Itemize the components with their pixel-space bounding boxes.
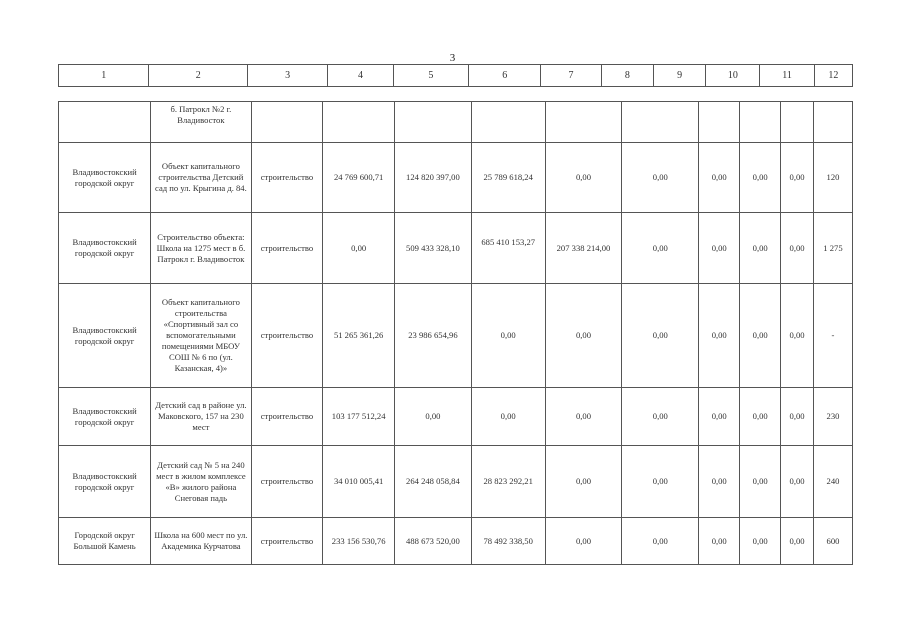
- value-cell: 230: [813, 388, 852, 446]
- value-cell: 23 986 654,96: [395, 284, 472, 388]
- table-row: [59, 284, 853, 388]
- value-cell: 240: [813, 446, 852, 518]
- value-cell: 0,00: [781, 284, 814, 388]
- value-cell: 0,00: [740, 446, 781, 518]
- value-cell: 0,00: [781, 143, 814, 213]
- value-cell: 0,00: [545, 446, 622, 518]
- region-cell: [59, 102, 151, 143]
- value-cell: 0,00: [699, 213, 740, 284]
- value-cell: [471, 102, 545, 143]
- object-name-cell: Школа на 600 мест по ул. Академика Курчатова: [151, 518, 251, 565]
- value-cell: 78 492 338,50: [471, 518, 545, 565]
- value-cell: 51 265 361,26: [323, 284, 395, 388]
- value-cell: 0,00: [545, 518, 622, 565]
- value-cell: 0,00: [699, 143, 740, 213]
- object-name-cell: Объект капитального строительства «Спортивный зал со вспомогательными помещениями МБОУ СОШ № 6 по (ул. Казанская, 4)»: [151, 284, 251, 388]
- value-cell: 34 010 005,41: [323, 446, 395, 518]
- object-name-cell: Детский сад в районе ул. Маковского, 157 на 230 мест: [151, 388, 251, 446]
- value-cell: 24 769 600,71: [323, 143, 395, 213]
- table-row: [59, 143, 853, 213]
- column-number: 3: [247, 65, 327, 87]
- value-cell: 0,00: [781, 518, 814, 565]
- object-name-cell: б. Патрокл №2 г. Владивосток: [151, 102, 251, 143]
- value-cell: 0,00: [781, 213, 814, 284]
- column-number-header: [58, 64, 853, 87]
- value-cell: [545, 102, 622, 143]
- value-cell: [323, 102, 395, 143]
- value-cell: 600: [813, 518, 852, 565]
- value-cell: 0,00: [699, 518, 740, 565]
- value-cell: 0,00: [471, 388, 545, 446]
- object-name-cell: Детский сад № 5 на 240 мест в жилом комплексе «В» жилого района Снеговая падь: [151, 446, 251, 518]
- column-number: 9: [653, 65, 705, 87]
- value-cell: 0,00: [545, 388, 622, 446]
- value-cell: 1 275: [813, 213, 852, 284]
- value-cell: 28 823 292,21: [471, 446, 545, 518]
- table-row: [59, 388, 853, 446]
- column-number: 8: [601, 65, 653, 87]
- value-cell: 120: [813, 143, 852, 213]
- column-number: 5: [393, 65, 468, 87]
- value-cell: 0,00: [781, 446, 814, 518]
- value-cell: [740, 102, 781, 143]
- value-cell: 0,00: [740, 213, 781, 284]
- region-cell: Владивостокский городской округ: [59, 213, 151, 284]
- region-cell: Владивостокский городской округ: [59, 284, 151, 388]
- region-cell: Владивостокский городской округ: [59, 388, 151, 446]
- value-cell: 0,00: [740, 284, 781, 388]
- region-cell: Владивостокский городской округ: [59, 446, 151, 518]
- work-type-cell: строительство: [251, 213, 323, 284]
- value-cell: 0,00: [622, 446, 699, 518]
- work-type-cell: [251, 102, 323, 143]
- column-number: 7: [541, 65, 601, 87]
- object-name-cell: Строительство объекта: Школа на 1275 мест в б. Патрокл г. Владивосток: [151, 213, 251, 284]
- column-number: 12: [814, 65, 852, 87]
- value-cell: 124 820 397,00: [395, 143, 472, 213]
- value-cell: 264 248 058,84: [395, 446, 472, 518]
- value-cell: -: [813, 284, 852, 388]
- value-cell: 207 338 214,00: [545, 213, 622, 284]
- value-cell: 0,00: [323, 213, 395, 284]
- value-cell: 0,00: [699, 446, 740, 518]
- work-type-cell: строительство: [251, 143, 323, 213]
- column-number: 4: [328, 65, 393, 87]
- region-cell: Городской округ Большой Камень: [59, 518, 151, 565]
- value-cell: 103 177 512,24: [323, 388, 395, 446]
- value-cell: 0,00: [545, 143, 622, 213]
- objects-table: [58, 101, 853, 565]
- value-cell: 0,00: [740, 518, 781, 565]
- column-number: 6: [469, 65, 541, 87]
- value-cell: 0,00: [740, 388, 781, 446]
- value-cell: [699, 102, 740, 143]
- value-cell: 0,00: [622, 143, 699, 213]
- value-cell: 0,00: [699, 284, 740, 388]
- value-cell: 685 410 153,27: [471, 213, 545, 284]
- work-type-cell: строительство: [251, 388, 323, 446]
- column-number: 2: [149, 65, 247, 87]
- value-cell: [395, 102, 472, 143]
- table-row: [59, 518, 853, 565]
- page-number: 3: [449, 52, 456, 64]
- value-cell: 509 433 328,10: [395, 213, 472, 284]
- work-type-cell: строительство: [251, 518, 323, 565]
- value-cell: [781, 102, 814, 143]
- value-cell: 0,00: [395, 388, 472, 446]
- value-cell: 488 673 520,00: [395, 518, 472, 565]
- column-number: 10: [706, 65, 760, 87]
- table-row: [59, 446, 853, 518]
- value-cell: 0,00: [781, 388, 814, 446]
- table-row: [59, 213, 853, 284]
- value-cell: 233 156 530,76: [323, 518, 395, 565]
- work-type-cell: строительство: [251, 446, 323, 518]
- value-cell: [622, 102, 699, 143]
- region-cell: Владивостокский городской округ: [59, 143, 151, 213]
- value-cell: 0,00: [699, 388, 740, 446]
- object-name-cell: Объект капитального строительства Детский сад по ул. Крыгина д. 84.: [151, 143, 251, 213]
- value-cell: 0,00: [545, 284, 622, 388]
- column-number: 1: [59, 65, 149, 87]
- table-row: [59, 102, 853, 143]
- value-cell: 0,00: [622, 284, 699, 388]
- value-cell: 0,00: [740, 143, 781, 213]
- value-cell: 0,00: [471, 284, 545, 388]
- value-cell: [813, 102, 852, 143]
- value-cell: 0,00: [622, 518, 699, 565]
- work-type-cell: строительство: [251, 284, 323, 388]
- column-number: 11: [760, 65, 814, 87]
- value-cell: 0,00: [622, 388, 699, 446]
- value-cell: 0,00: [622, 213, 699, 284]
- value-cell: 25 789 618,24: [471, 143, 545, 213]
